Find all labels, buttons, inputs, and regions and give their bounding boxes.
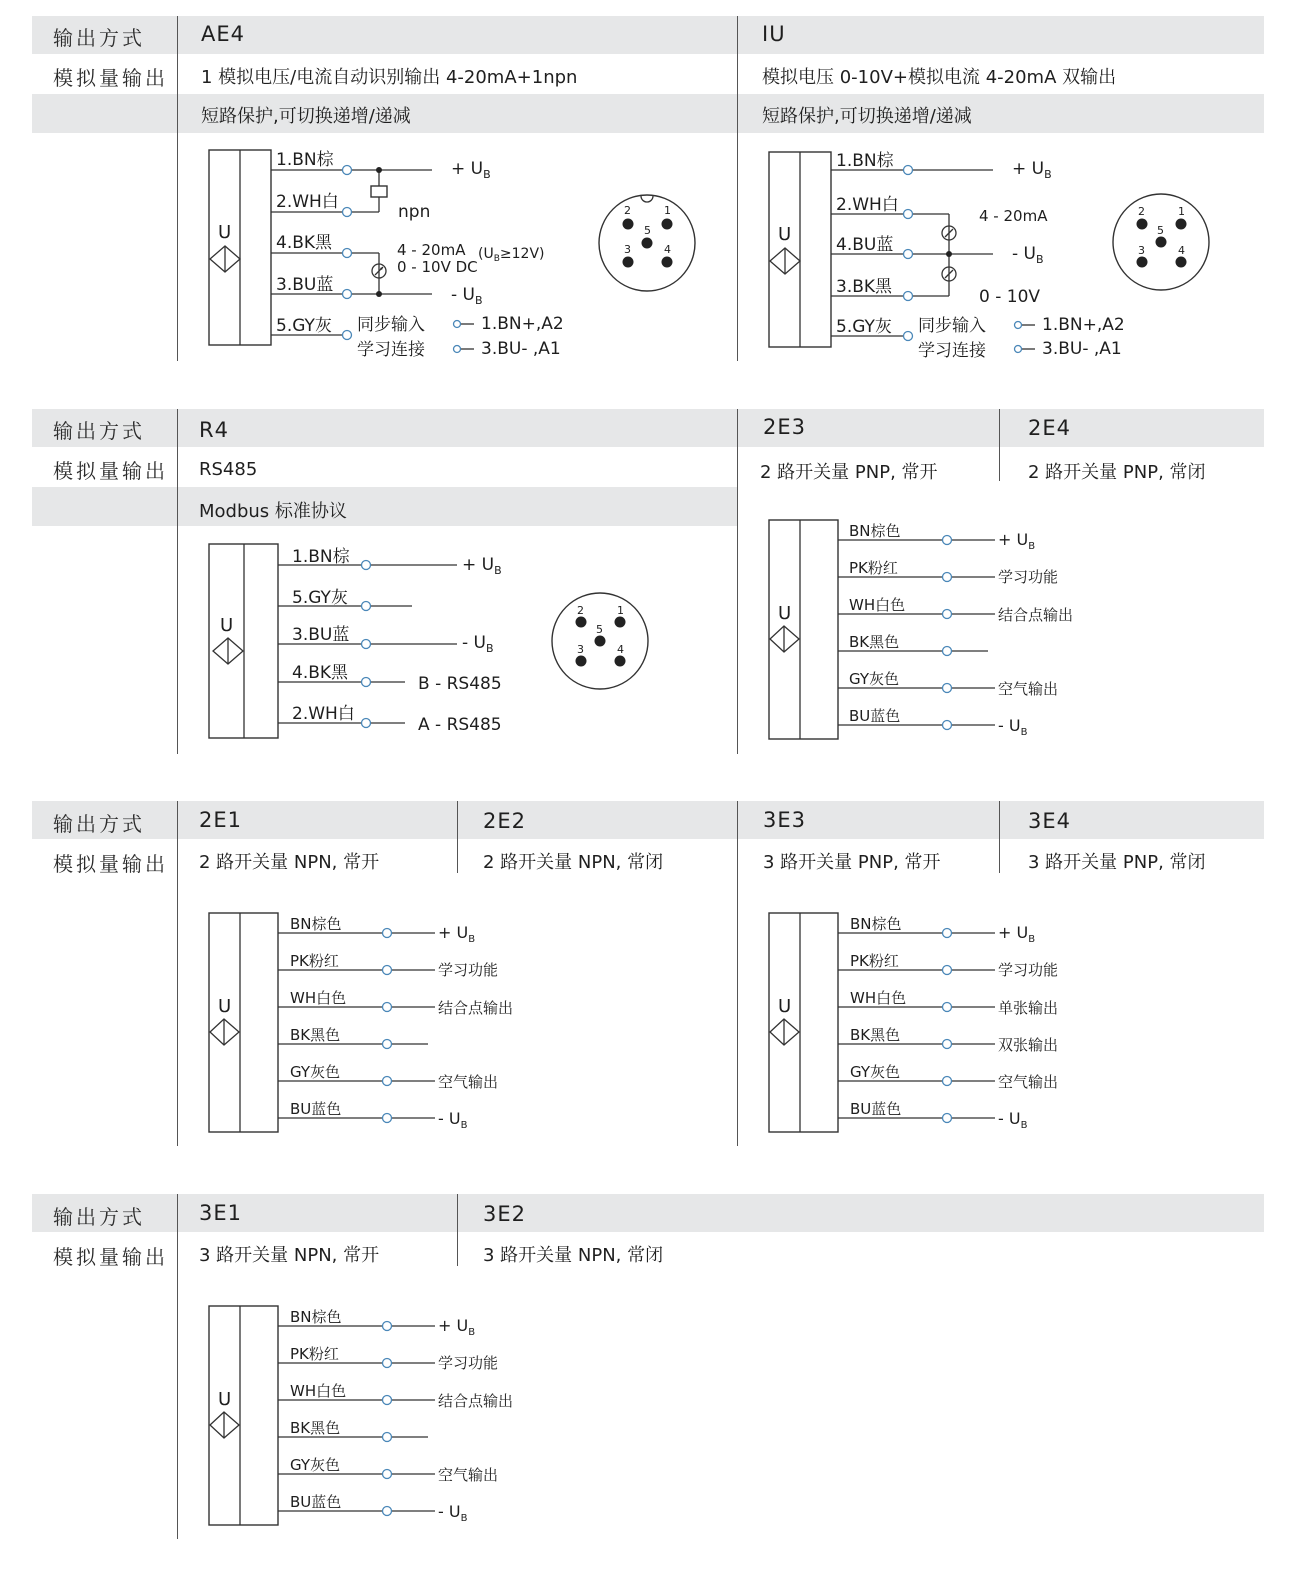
wire-row xyxy=(278,1382,513,1410)
rs485-b-label: B - RS485 xyxy=(418,674,502,694)
divider xyxy=(737,801,738,1146)
svg-text:学习功能: 学习功能 xyxy=(438,1354,499,1372)
wire-row xyxy=(278,1493,468,1524)
wire-row xyxy=(838,522,1035,552)
svg-text:BU蓝色: BU蓝色 xyxy=(849,707,901,725)
svg-text:GY灰色: GY灰色 xyxy=(290,1063,341,1081)
model-code-3e1: 3E1 xyxy=(199,1201,242,1225)
wire-row xyxy=(278,989,513,1017)
model-note-r4: Modbus 标准协议 xyxy=(199,501,347,522)
svg-text:+ UB: + $U_B$ xyxy=(998,923,1036,945)
terminal xyxy=(362,602,371,611)
svg-text:WH白色: WH白色 xyxy=(849,596,906,614)
svg-text:- UB: - $U_B$ xyxy=(998,1109,1028,1131)
plus-ub-label: + $U_B$ xyxy=(462,555,502,577)
svg-text:BN棕色: BN棕色 xyxy=(290,1308,342,1326)
terminal xyxy=(904,166,913,175)
sync-input-label: 同步输入 xyxy=(357,315,425,335)
svg-text:GY灰色: GY灰色 xyxy=(850,1063,901,1081)
svg-text:单张输出: 单张输出 xyxy=(998,999,1059,1017)
wire-row xyxy=(838,596,1073,624)
divider xyxy=(457,1194,458,1266)
terminal xyxy=(1015,346,1022,353)
model-code-3e3: 3E3 xyxy=(763,808,806,832)
model-note-ae4: 短路保护,可切换递增/递减 xyxy=(201,106,411,127)
divider xyxy=(999,801,1000,873)
wire-label: 1.BN棕 xyxy=(836,151,894,171)
wiring-diagram-3e1-3e2 xyxy=(209,1306,569,1531)
model-desc-3e1: 3 路开关量 NPN, 常开 xyxy=(199,1245,380,1266)
svg-text:5: 5 xyxy=(1157,224,1164,237)
minus-ub-label: - $U_B$ xyxy=(451,285,483,307)
minus-ub-label: - $U_B$ xyxy=(1012,244,1044,266)
wire-row xyxy=(838,633,988,656)
sensor-symbol: U xyxy=(218,996,232,1017)
terminal xyxy=(904,250,913,259)
svg-text:4: 4 xyxy=(664,243,671,256)
wire-row xyxy=(838,1063,1058,1091)
model-desc-3e2: 3 路开关量 NPN, 常闭 xyxy=(483,1245,664,1266)
output-method-label: 输出方式 xyxy=(53,419,145,443)
analog-current-label: 4 - 20mA xyxy=(397,241,466,259)
svg-text:BN棕色: BN棕色 xyxy=(849,522,901,540)
terminal xyxy=(1015,322,1022,329)
svg-text:结合点输出: 结合点输出 xyxy=(438,999,514,1017)
model-desc-ae4: 1 模拟电压/电流自动识别输出 4-20mA+1npn xyxy=(201,67,578,88)
wire-label: 2.WH白 xyxy=(292,704,355,724)
wire-row xyxy=(838,952,1058,979)
wire-row xyxy=(838,1026,1058,1054)
svg-text:5: 5 xyxy=(596,623,603,636)
analog-output-label: 模拟量输出 xyxy=(53,66,168,90)
wiring-diagram-2e3-2e4 xyxy=(769,520,1129,745)
sensor-symbol: U xyxy=(220,615,234,636)
analog-output-label: 模拟量输出 xyxy=(53,459,168,483)
terminal xyxy=(362,719,371,728)
svg-text:+ UB: + $U_B$ xyxy=(438,923,476,945)
svg-text:4: 4 xyxy=(617,643,624,656)
svg-text:BN棕色: BN棕色 xyxy=(850,915,902,933)
svg-text:2: 2 xyxy=(1138,205,1145,218)
svg-text:BU蓝色: BU蓝色 xyxy=(290,1100,342,1118)
model-code-3e2: 3E2 xyxy=(483,1202,526,1226)
svg-text:WH白色: WH白色 xyxy=(290,989,347,1007)
wire-row xyxy=(838,915,1035,945)
svg-text:3: 3 xyxy=(1138,244,1145,257)
svg-text:PK粉红: PK粉红 xyxy=(850,952,899,970)
svg-text:BK黑色: BK黑色 xyxy=(849,633,900,651)
svg-text:- UB: - $U_B$ xyxy=(438,1109,468,1131)
model-code-2e4: 2E4 xyxy=(1028,416,1071,440)
svg-text:- UB: - $U_B$ xyxy=(998,716,1028,738)
terminal xyxy=(904,210,913,219)
divider xyxy=(999,409,1000,481)
svg-text:空气输出: 空气输出 xyxy=(998,1073,1059,1091)
sensor-symbol: U xyxy=(778,996,792,1017)
svg-text:空气输出: 空气输出 xyxy=(998,680,1059,698)
svg-text:2: 2 xyxy=(624,204,631,217)
model-desc-2e4: 2 路开关量 PNP, 常闭 xyxy=(1028,462,1206,483)
wire-label: 2.WH白 xyxy=(276,192,339,212)
svg-text:BU蓝色: BU蓝色 xyxy=(850,1100,902,1118)
terminal xyxy=(904,292,913,301)
svg-text:学习功能: 学习功能 xyxy=(998,568,1059,586)
svg-text:BK黑色: BK黑色 xyxy=(290,1026,341,1044)
model-desc-2e3: 2 路开关量 PNP, 常开 xyxy=(760,462,938,483)
terminal xyxy=(362,561,371,570)
svg-text:BU蓝色: BU蓝色 xyxy=(290,1493,342,1511)
wiring-diagram-2e1-2e2 xyxy=(209,913,569,1138)
m12-connector-icon xyxy=(552,593,648,689)
plus-ub-label: + $U_B$ xyxy=(451,159,491,181)
svg-text:双张输出: 双张输出 xyxy=(998,1036,1059,1054)
wire-row xyxy=(278,1063,498,1091)
svg-text:空气输出: 空气输出 xyxy=(438,1466,499,1484)
wire-row xyxy=(278,1308,475,1338)
svg-text:WH白色: WH白色 xyxy=(290,1382,347,1400)
wire-row xyxy=(278,1345,498,1372)
model-desc-2e1: 2 路开关量 NPN, 常开 xyxy=(199,852,380,873)
svg-text:+ UB: + $U_B$ xyxy=(998,530,1036,552)
wire-label: 3.BU蓝 xyxy=(276,275,334,295)
svg-text:2: 2 xyxy=(577,604,584,617)
wire-row xyxy=(838,989,1058,1017)
a1-label: 3.BU- ,A1 xyxy=(481,339,561,359)
wire-row xyxy=(838,1100,1028,1131)
sensor-symbol: U xyxy=(218,222,232,243)
svg-text:1: 1 xyxy=(617,604,624,617)
svg-text:PK粉红: PK粉红 xyxy=(290,952,339,970)
wire-label: 5.GY灰 xyxy=(276,316,332,336)
model-code-2e3: 2E3 xyxy=(763,415,806,439)
wiring-diagram-r4 xyxy=(0,0,740,760)
current-output-label: 4 - 20mA xyxy=(979,207,1048,225)
svg-text:5: 5 xyxy=(644,224,651,237)
svg-text:BK黑色: BK黑色 xyxy=(290,1419,341,1437)
wire-row xyxy=(838,670,1058,698)
m12-connector-icon xyxy=(1113,194,1209,290)
analog-voltage-label: 0 - 10V DC xyxy=(397,258,478,276)
svg-text:1: 1 xyxy=(664,204,671,217)
wire-row xyxy=(278,1456,498,1484)
model-code-2e1: 2E1 xyxy=(199,808,242,832)
svg-text:空气输出: 空气输出 xyxy=(438,1073,499,1091)
wire-label: 3.BU蓝 xyxy=(292,625,350,645)
model-desc-2e2: 2 路开关量 NPN, 常闭 xyxy=(483,852,664,873)
svg-text:BN棕色: BN棕色 xyxy=(290,915,342,933)
svg-text:3: 3 xyxy=(624,243,631,256)
sensor-symbol: U xyxy=(218,1389,232,1410)
wire-label: 5.GY灰 xyxy=(292,588,348,608)
svg-text:4: 4 xyxy=(1178,244,1185,257)
divider xyxy=(457,801,458,873)
output-method-label: 输出方式 xyxy=(53,812,145,836)
minus-ub-label: - $U_B$ xyxy=(462,633,494,655)
sensor-symbol: U xyxy=(778,603,792,624)
wire-row xyxy=(278,952,498,979)
wiring-diagram-3e3-3e4 xyxy=(769,913,1129,1138)
model-note-iu: 短路保护,可切换递增/递减 xyxy=(762,106,972,127)
model-code-iu: IU xyxy=(762,22,786,46)
svg-text:学习功能: 学习功能 xyxy=(998,961,1059,979)
divider xyxy=(177,1194,178,1539)
wire-label: 2.WH白 xyxy=(836,195,899,215)
a2-label: 1.BN+,A2 xyxy=(1042,315,1125,335)
model-desc-iu: 模拟电压 0-10V+模拟电流 4-20mA 双输出 xyxy=(762,67,1117,88)
wire-label: 1.BN棕 xyxy=(276,150,334,170)
analog-output-label: 模拟量输出 xyxy=(53,852,168,876)
analog-condition: $(U_B\ge 12V)$ xyxy=(478,246,545,264)
wire-row xyxy=(278,1100,468,1131)
svg-text:GY灰色: GY灰色 xyxy=(290,1456,341,1474)
wire-row xyxy=(278,1026,428,1049)
svg-text:PK粉红: PK粉红 xyxy=(849,559,898,577)
wire-row xyxy=(838,559,1058,586)
terminal xyxy=(904,332,913,341)
svg-text:结合点输出: 结合点输出 xyxy=(998,606,1074,624)
model-code-ae4: AE4 xyxy=(201,22,245,46)
wire-row xyxy=(278,1419,428,1442)
analog-output-label: 模拟量输出 xyxy=(53,1245,168,1269)
model-desc-3e4: 3 路开关量 PNP, 常闭 xyxy=(1028,852,1206,873)
svg-text:WH白色: WH白色 xyxy=(850,989,907,1007)
svg-text:+ UB: + $U_B$ xyxy=(438,1316,476,1338)
wire-label: 4.BK黑 xyxy=(276,233,333,253)
svg-text:学习功能: 学习功能 xyxy=(438,961,499,979)
svg-text:3: 3 xyxy=(577,643,584,656)
sensor-symbol: U xyxy=(778,224,792,245)
svg-text:结合点输出: 结合点输出 xyxy=(438,1392,514,1410)
svg-text:GY灰色: GY灰色 xyxy=(849,670,900,688)
model-code-3e4: 3E4 xyxy=(1028,809,1071,833)
terminal xyxy=(362,678,371,687)
npn-label: npn xyxy=(398,202,431,222)
sync-input-label: 同步输入 xyxy=(918,316,986,336)
wire-label: 3.BK黑 xyxy=(836,277,893,297)
wire-label: 4.BU蓝 xyxy=(836,235,894,255)
wire-label: 5.GY灰 xyxy=(836,317,892,337)
model-desc-r4: RS485 xyxy=(199,459,258,480)
svg-text:1: 1 xyxy=(1178,205,1185,218)
learn-connect-label: 学习连接 xyxy=(918,341,986,361)
svg-text:BK黑色: BK黑色 xyxy=(850,1026,901,1044)
a2-label: 1.BN+,A2 xyxy=(481,314,564,334)
output-method-label: 输出方式 xyxy=(53,1205,145,1229)
wire-label: 1.BN棕 xyxy=(292,547,350,567)
model-desc-3e3: 3 路开关量 PNP, 常开 xyxy=(763,852,941,873)
svg-text:- UB: - $U_B$ xyxy=(438,1502,468,1524)
wire-label: 4.BK黑 xyxy=(292,663,349,683)
model-code-2e2: 2E2 xyxy=(483,809,526,833)
a1-label: 3.BU- ,A1 xyxy=(1042,339,1122,359)
output-method-label: 输出方式 xyxy=(53,26,145,50)
wire-row xyxy=(838,707,1028,738)
wire-row xyxy=(278,915,475,945)
svg-text:PK粉红: PK粉红 xyxy=(290,1345,339,1363)
terminal xyxy=(362,640,371,649)
plus-ub-label: + $U_B$ xyxy=(1012,159,1052,181)
rs485-a-label: A - RS485 xyxy=(418,715,502,735)
divider xyxy=(177,801,178,1146)
model-code-r4: R4 xyxy=(199,418,229,442)
learn-connect-label: 学习连接 xyxy=(357,340,425,360)
voltage-output-label: 0 - 10V xyxy=(979,287,1041,307)
